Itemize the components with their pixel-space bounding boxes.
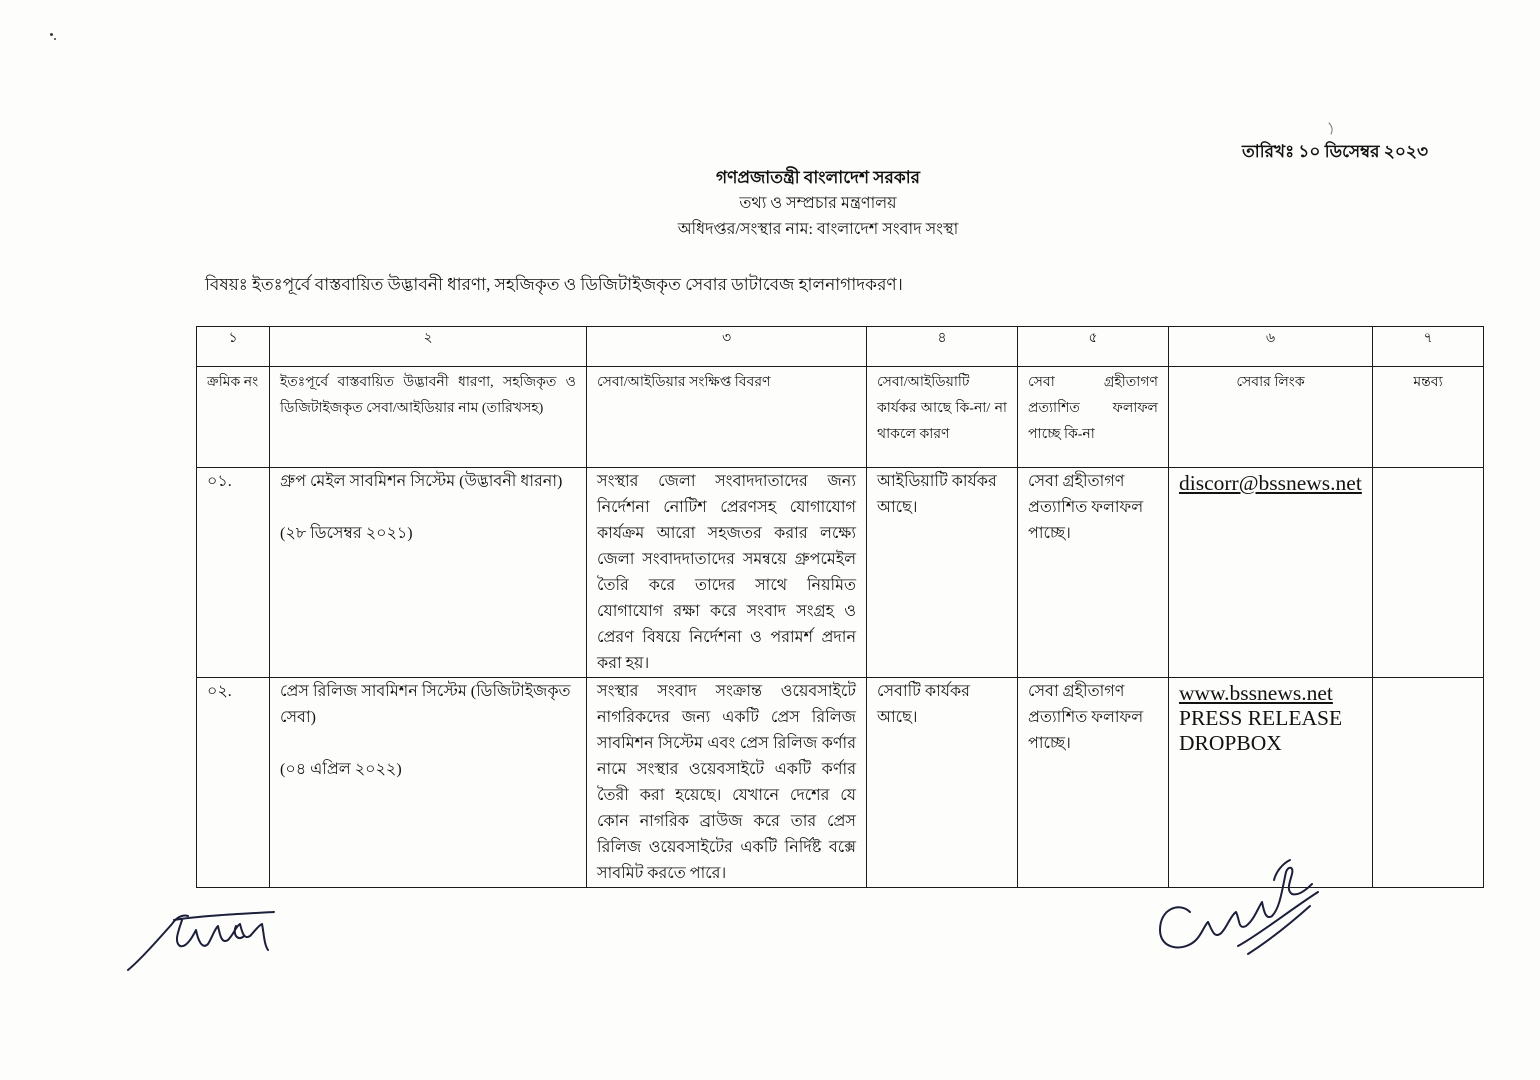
cell-service-name bbox=[270, 678, 587, 888]
column-header-remarks: মন্তব্য bbox=[1373, 367, 1484, 468]
column-number: ৫ bbox=[1018, 327, 1169, 367]
scan-speck bbox=[50, 33, 53, 36]
cell-description: সংস্থার জেলা সংবাদদাতাদের জন্য নির্দেশনা নোটিশ প্রেরণসহ যোগাযোগ কার্যক্রম আরো সহজতর করার লক্ষ্যে জেলা সংবাদদাতাদের সমন্বয়ে গ্রুপমেইল তৈরি করে তাদের সাথে নিয়মিত যোগাযোগ রক্ষা করে সংবাদ সংগ্রহ ও প্রেরণ বিষয়ে নির্দেশনা ও পরামর্শ প্রদান করা হয়। bbox=[587, 468, 867, 678]
scan-speck bbox=[1326, 122, 1336, 136]
column-header-name: ইতঃপূর্বে বাস্তবায়িত উদ্ভাবনী ধারণা, সহজিকৃত ও ডিজিটাইজকৃত সেবা/আইডিয়ার নাম (তারিখসহ) bbox=[270, 367, 587, 468]
cell-link bbox=[1169, 468, 1373, 678]
service-date: (২৮ ডিসেম্বর ২০২১) bbox=[280, 525, 413, 542]
cell-service-name bbox=[270, 468, 587, 678]
column-number: ৬ bbox=[1169, 327, 1373, 367]
document-header bbox=[560, 165, 1076, 243]
signature-left bbox=[118, 890, 288, 980]
cell-description: সংস্থার সংবাদ সংক্রান্ত ওয়েবসাইটে নাগরিকদের জন্য একটি প্রেস রিলিজ সাবমিশন সিস্টেম এবং প্রেস রিলিজ কর্ণার নামে সংস্থার ওয়েবসাইটে একটি কর্ণার তৈরী করা হয়েছে। যেখানে দেশের যে কোন নাগরিক ব্রাউজ করে তার প্রেস রিলিজ ওয়েবসাইটের একটি নির্দিষ্ট বক্সে সাবমিট করতে পারে। bbox=[587, 678, 867, 888]
table-row bbox=[197, 468, 1484, 678]
cell-remarks bbox=[1373, 678, 1484, 888]
scan-speck bbox=[54, 38, 56, 40]
column-number: ৩ bbox=[587, 327, 867, 367]
service-name: গ্রুপ মেইল সাবমিশন সিস্টেম (উদ্ভাবনী ধারনা) bbox=[280, 473, 563, 490]
cell-remarks bbox=[1373, 468, 1484, 678]
column-number: ৪ bbox=[867, 327, 1018, 367]
cell-outcome: সেবা গ্রহীতাগণ প্রত্যাশিত ফলাফল পাচ্ছে। bbox=[1018, 468, 1169, 678]
link-note: PRESS RELEASE DROPBOX bbox=[1179, 706, 1343, 755]
service-date: (০৪ এপ্রিল ২০২২) bbox=[280, 761, 402, 778]
cell-outcome: সেবা গ্রহীতাগণ প্রত্যাশিত ফলাফল পাচ্ছে। bbox=[1018, 678, 1169, 888]
service-link[interactable]: discorr@bssnews.net bbox=[1179, 471, 1362, 495]
signature-right bbox=[1150, 850, 1325, 960]
column-number-row bbox=[197, 327, 1484, 367]
column-number: ১ bbox=[197, 327, 270, 367]
service-link[interactable]: www.bssnews.net bbox=[1179, 681, 1333, 705]
column-header-status: সেবা/আইডিয়াটি কার্যকর আছে কি-না/ না থাকলে কারণ bbox=[867, 367, 1018, 468]
document-date: তারিখঃ ১০ ডিসেম্বর ২০২৩ bbox=[1242, 142, 1428, 161]
column-header-row bbox=[197, 367, 1484, 468]
column-header-link: সেবার লিংক bbox=[1169, 367, 1373, 468]
organization-name: অধিদপ্তর/সংস্থার নাম: বাংলাদেশ সংবাদ সংস্থা bbox=[677, 221, 959, 238]
cell-status: সেবাটি কার্যকর আছে। bbox=[867, 678, 1018, 888]
column-number: ৭ bbox=[1373, 327, 1484, 367]
column-header-serial: ক্রমিক নং bbox=[197, 367, 270, 468]
cell-status: আইডিয়াটি কার্যকর আছে। bbox=[867, 468, 1018, 678]
column-header-description: সেবা/আইডিয়ার সংক্ষিপ্ত বিবরণ bbox=[587, 367, 867, 468]
service-name: প্রেস রিলিজ সাবমিশন সিস্টেম (ডিজিটাইজকৃত সেবা) bbox=[280, 683, 571, 726]
services-table bbox=[196, 326, 1484, 888]
column-number: ২ bbox=[270, 327, 587, 367]
cell-serial: ০২. bbox=[197, 678, 270, 888]
document-subject: বিষয়ঃ ইতঃপূর্বে বাস্তবায়িত উদ্ভাবনী ধারণা, সহজিকৃত ও ডিজিটাইজকৃত সেবার ডাটাবেজ হালনাগাদকরণ। bbox=[205, 275, 903, 294]
column-header-outcome: সেবা গ্রহীতাগণ প্রত্যাশিত ফলাফল পাচ্ছে কি-না bbox=[1018, 367, 1169, 468]
government-title: গণপ্রজাতন্ত্রী বাংলাদেশ সরকার bbox=[715, 168, 921, 187]
cell-serial: ০১. bbox=[197, 468, 270, 678]
ministry-name: তথ্য ও সম্প্রচার মন্ত্রণালয় bbox=[739, 195, 897, 212]
